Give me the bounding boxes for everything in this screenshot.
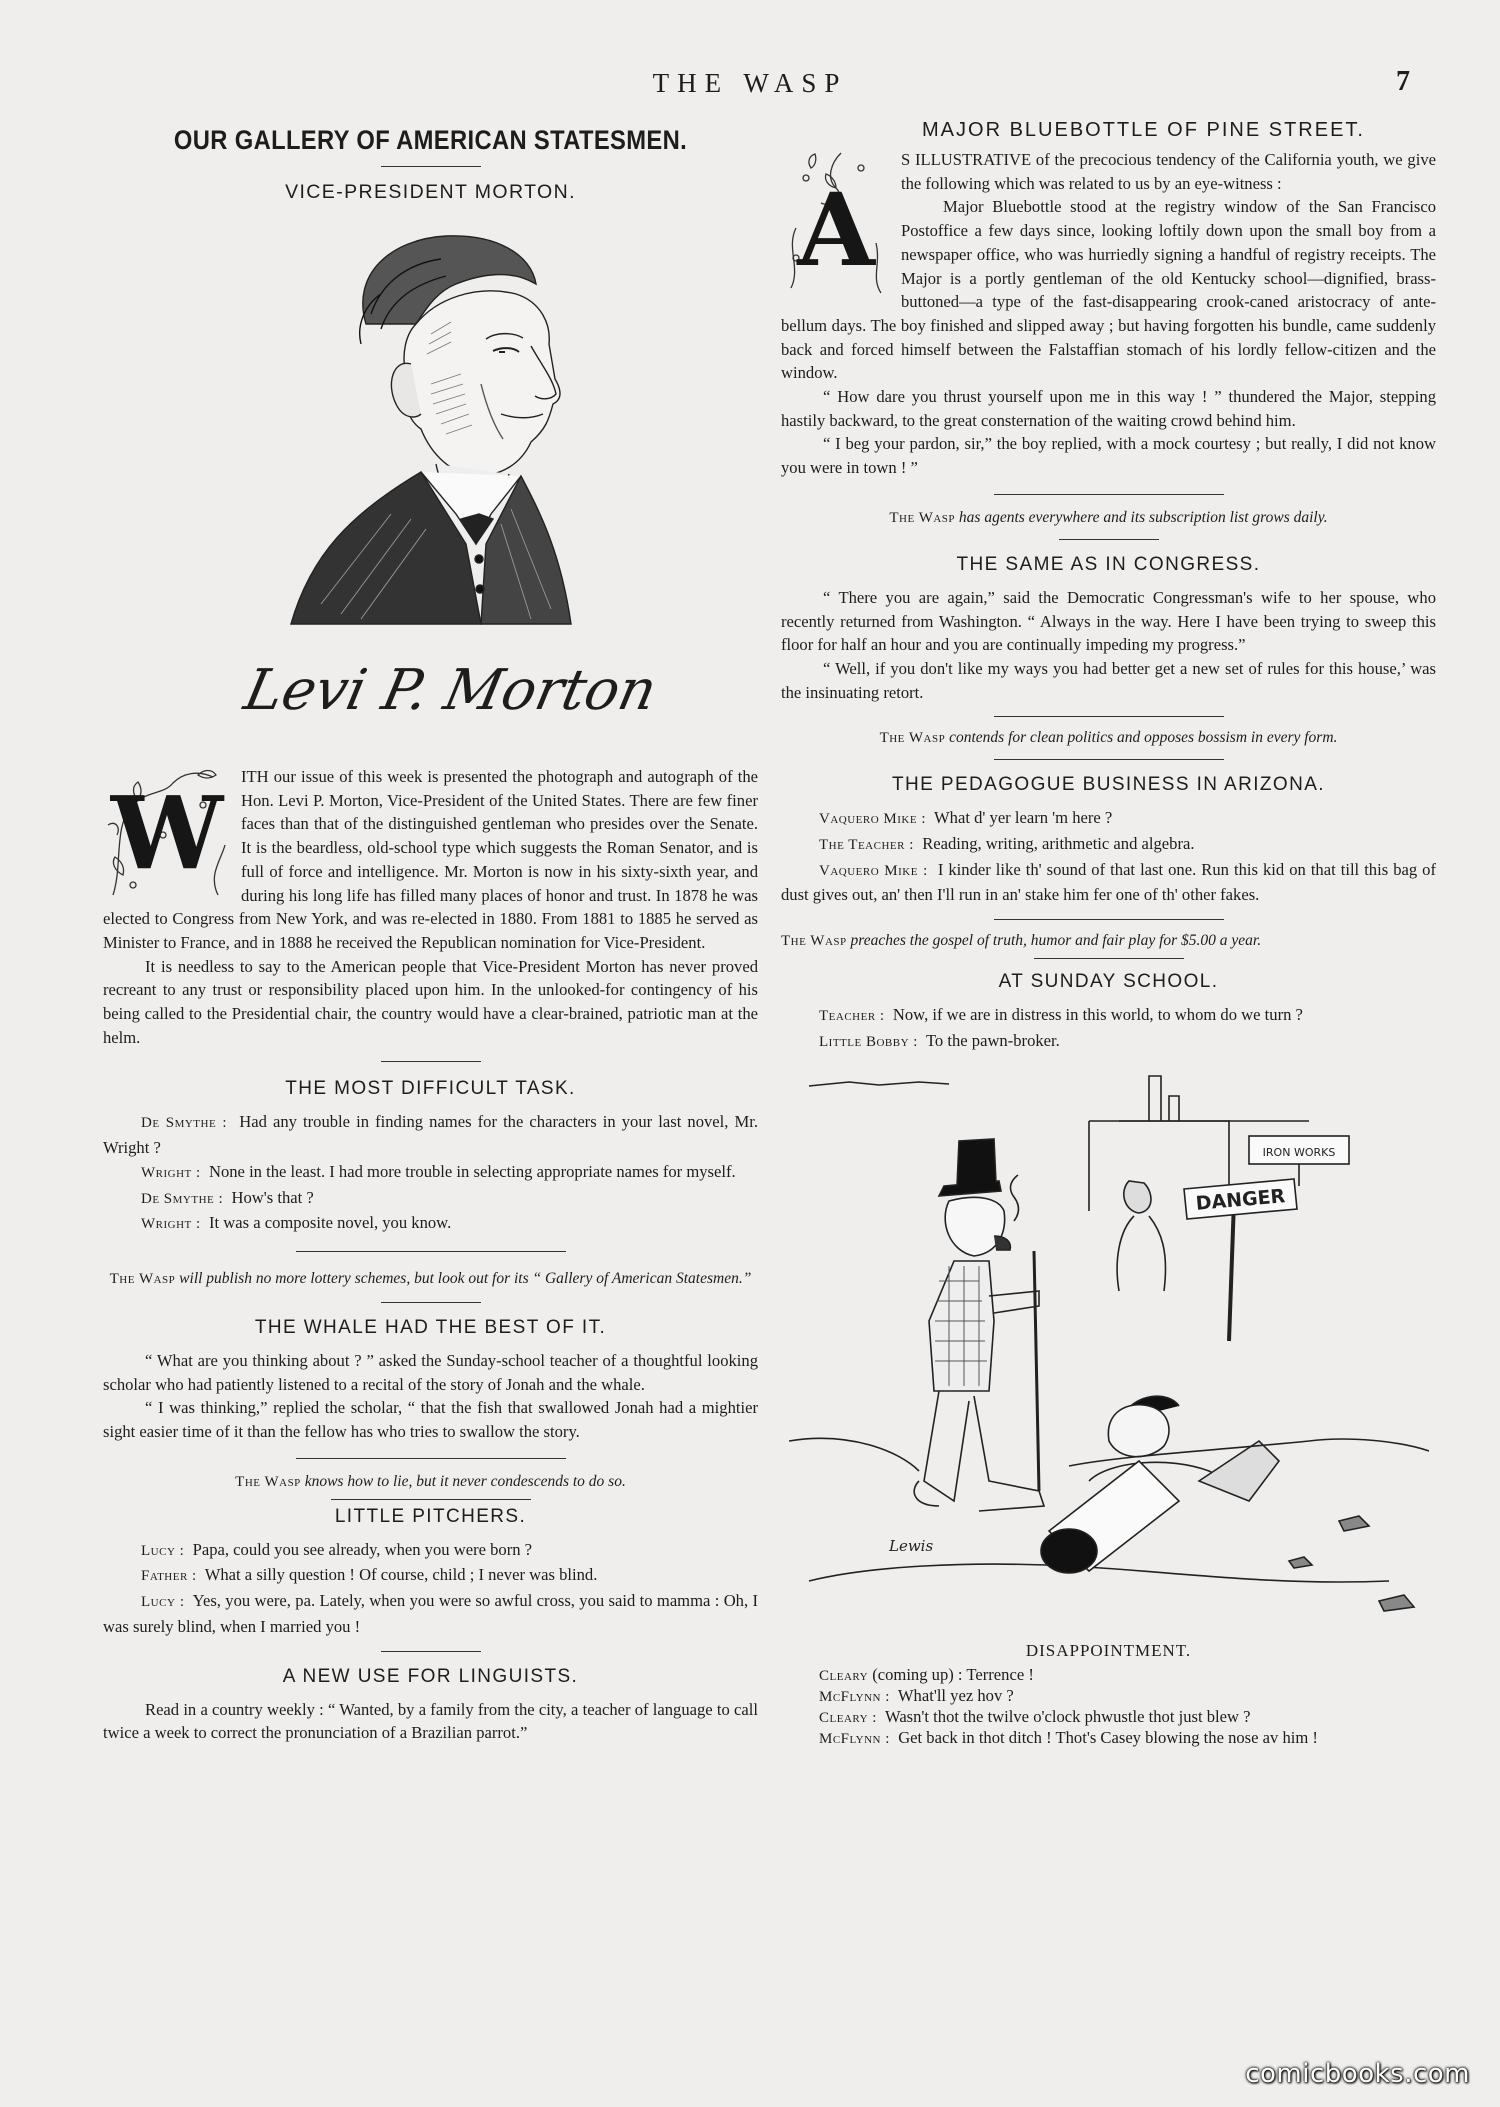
gallery-subtitle: VICE-PRESIDENT MORTON. bbox=[285, 181, 576, 203]
dialogue-line bbox=[781, 832, 1436, 858]
masthead: THE WASP bbox=[652, 68, 848, 98]
promo-text: contends for clean politics and opposes bossism in every form. bbox=[949, 729, 1338, 747]
watermark: comicbooks.com bbox=[1245, 2059, 1470, 2089]
line-text: Get back in thot ditch ! Thot's Casey blowing the nose av him ! bbox=[898, 1727, 1318, 1747]
rule bbox=[381, 1061, 481, 1062]
arizona-title: THE PEDAGOGUE BUSINESS IN ARIZONA. bbox=[892, 774, 1325, 796]
rule bbox=[994, 919, 1224, 920]
bluebottle-paragraph-1: S ILLUSTRATIVE of the precocious tendency of the California youth, we give the following which was related to us by an eye-witness : bbox=[901, 150, 1436, 193]
congress-paragraph-1: “ There you are again,” said the Democratic Congressman's wife to her spouse, who recently returned from Washington. “ Always in the way. Here I have been trying to sweep this floor for half an hour and you are continually impeding my progress.” bbox=[781, 587, 1436, 655]
rule bbox=[994, 494, 1224, 495]
dialogue-line bbox=[781, 858, 1436, 907]
promo-name: The Wasp bbox=[109, 1270, 176, 1287]
speaker: Little Bobby : bbox=[819, 1033, 918, 1050]
line-text: Yes, you were, pa. Lately, when you were so awful cross, you said to mamma : Oh, I was surely blind, when I married you ! bbox=[103, 1591, 759, 1636]
dialogue-line bbox=[103, 1110, 758, 1159]
ornate-drop-cap bbox=[103, 765, 231, 905]
speaker: Wright : bbox=[141, 1164, 201, 1181]
rule bbox=[331, 1499, 531, 1500]
whale-paragraph-2: “ I was thinking,” replied the scholar, “ that the fish that swallowed Jonah had a mightier sight easier time of it than the fellow has who tries to swallow the story. bbox=[103, 1398, 758, 1442]
difficult-task-title: THE MOST DIFFICULT TASK. bbox=[285, 1078, 576, 1100]
rule bbox=[381, 1302, 481, 1303]
promo-name: The Wasp bbox=[781, 933, 847, 950]
morton-portrait bbox=[231, 214, 631, 634]
wasp-promo bbox=[103, 1268, 758, 1290]
sunday-school-dialogue bbox=[781, 1003, 1436, 1054]
line-text: None in the least. I had more trouble in selecting appropriate names for myself. bbox=[208, 1161, 736, 1181]
bluebottle-paragraph-4: “ I beg your pardon, sir,” the boy replied, with a mock courtesy ; but really, I did not know you were in town ! ” bbox=[781, 434, 1436, 478]
line-text: Reading, writing, arithmetic and algebra. bbox=[922, 834, 1195, 854]
morton-paragraph-2: It is needless to say to the American people that Vice-President Morton has never proved recreant to any trust or responsibility placed upon him. In the unlooked-for contingency of his being called to the Presidential chair, the country would have a clear-brained, patriotic man at the helm. bbox=[103, 956, 758, 1047]
disappointment-dialogue bbox=[781, 1665, 1436, 1749]
promo-text: will publish no more lottery schemes, but look out for its “ Gallery of American Statesmen.” bbox=[179, 1269, 752, 1287]
wasp-promo bbox=[781, 727, 1436, 749]
dialogue-line bbox=[103, 1211, 758, 1237]
speaker: Cleary bbox=[819, 1667, 869, 1684]
line-text: Papa, could you see already, when you were born ? bbox=[192, 1539, 533, 1559]
promo-name: The Wasp bbox=[235, 1473, 301, 1490]
danger-sign: DANGER bbox=[1194, 1184, 1286, 1215]
line-text: It was a composite novel, you know. bbox=[208, 1213, 452, 1233]
linguists-paragraph: Read in a country weekly : “ Wanted, by a family from the city, a teacher of language to call twice a week to correct the pronunciation of a Brazilian parrot.” bbox=[103, 1699, 758, 1743]
wasp-promo bbox=[103, 1471, 758, 1493]
promo-text: knows how to lie, but it never condescends to do so. bbox=[304, 1472, 626, 1490]
difficult-task-dialogue bbox=[103, 1110, 758, 1237]
line-text: To the pawn-broker. bbox=[925, 1030, 1060, 1050]
rule bbox=[994, 759, 1224, 760]
line-text: What'll yez hov ? bbox=[897, 1685, 1014, 1705]
dialogue-line bbox=[781, 1728, 1436, 1749]
speaker: Lucy : bbox=[141, 1542, 185, 1559]
line-text: What a silly question ! Of course, child ; I never was blind. bbox=[204, 1565, 598, 1585]
whale-title: THE WHALE HAD THE BEST OF IT. bbox=[254, 1316, 607, 1338]
dialogue-line bbox=[781, 806, 1436, 832]
arizona-dialogue bbox=[781, 806, 1436, 907]
dialogue-line bbox=[781, 1665, 1436, 1686]
line-text: Now, if we are in distress in this world, to whom do we turn ? bbox=[892, 1005, 1303, 1025]
wasp-promo bbox=[781, 930, 1436, 952]
dialogue-line bbox=[781, 1029, 1436, 1055]
rule bbox=[296, 1458, 566, 1459]
dialogue-line bbox=[781, 1686, 1436, 1707]
running-head bbox=[0, 66, 1500, 106]
line-text: What d' yer learn 'm here ? bbox=[934, 808, 1113, 828]
bluebottle-title: MAJOR BLUEBOTTLE OF PINE STREET. bbox=[922, 119, 1365, 141]
speaker: Father : bbox=[141, 1568, 197, 1585]
morton-paragraph-1: ITH our issue of this week is presented the photograph and autograph of the Hon. Levi P. Morton, Vice-President of the United States. There are few finer faces than that of the distinguished gentleman who presides over the Senate. It is the beardless, old-school type which suggests the Roman Senator, and is full of force and intelligence. Mr. Morton is now in his sixty-sixth year, and during his long life has filled many places of honor and trust. In 1878 he was elected to Congress from New York, and was re-elected in 1880. From 1881 to 1885 he served as Minister to France, and in 1888 he received the Republican nomination for Vice-President. bbox=[103, 767, 758, 952]
promo-text: has agents everywhere and its subscription list grows daily. bbox=[958, 508, 1328, 526]
dialogue-line bbox=[103, 1160, 758, 1186]
disappointment-cartoon bbox=[789, 1061, 1429, 1651]
speaker: De Smythe : bbox=[141, 1190, 224, 1207]
sunday-school-title: AT SUNDAY SCHOOL. bbox=[998, 971, 1219, 993]
rule bbox=[381, 166, 481, 167]
signature: Levi P. Morton bbox=[238, 658, 663, 723]
line-text: Wasn't thot the twilve o'clock phwustle thot just blew ? bbox=[884, 1706, 1251, 1726]
little-pitchers-dialogue bbox=[103, 1538, 758, 1639]
speaker: Wright : bbox=[141, 1216, 201, 1233]
wasp-promo bbox=[781, 507, 1436, 529]
rule bbox=[1059, 539, 1159, 540]
rule bbox=[381, 1651, 481, 1652]
speaker: The Teacher : bbox=[819, 837, 914, 854]
line-text: Had any trouble in finding names for the characters in your last novel, Mr. Wright ? bbox=[103, 1112, 759, 1158]
gallery-title: OUR GALLERY OF AMERICAN STATESMEN. bbox=[173, 125, 688, 155]
speaker: McFlynn : bbox=[819, 1730, 890, 1747]
dialogue-line bbox=[103, 1563, 758, 1589]
congress-paragraph-2: “ Well, if you don't like my ways you had better get a new set of rules for this house,’ was the insinuating retort. bbox=[781, 658, 1436, 702]
congress-title: THE SAME AS IN CONGRESS. bbox=[956, 553, 1261, 575]
speaker: Lucy : bbox=[141, 1594, 185, 1611]
line-text: I kinder like th' sound of that last one. Run this kid on that till this bag of dust gives out, an' then I'll run in an' stake him fer one of th' other fakes. bbox=[781, 859, 1437, 905]
drop-cap-letter: A bbox=[797, 171, 875, 289]
little-pitchers-title: LITTLE PITCHERS. bbox=[334, 1505, 527, 1527]
dialogue-line bbox=[781, 1003, 1436, 1029]
iron-works-sign: IRON WORKS bbox=[1262, 1145, 1335, 1159]
promo-name: The Wasp bbox=[889, 509, 956, 526]
line-text: (coming up) : Terrence ! bbox=[872, 1664, 1034, 1684]
right-column bbox=[781, 115, 1436, 1749]
ornate-drop-cap bbox=[781, 148, 891, 298]
promo-name: The Wasp bbox=[879, 730, 946, 747]
speaker: De Smythe : bbox=[141, 1115, 228, 1132]
rule bbox=[296, 1251, 566, 1252]
dialogue-line bbox=[103, 1538, 758, 1564]
speaker: Vaquero Mike : bbox=[819, 811, 926, 828]
left-column bbox=[103, 115, 758, 1745]
speaker: Teacher : bbox=[819, 1008, 885, 1025]
linguists-title: A NEW USE FOR LINGUISTS. bbox=[282, 1665, 579, 1687]
rule bbox=[994, 716, 1224, 717]
morton-article bbox=[103, 765, 758, 1049]
speaker: Vaquero Mike : bbox=[819, 862, 928, 879]
page-number: 7 bbox=[1396, 66, 1410, 97]
dialogue-line bbox=[103, 1186, 758, 1212]
speaker: McFlynn : bbox=[819, 1688, 890, 1705]
speaker: Cleary : bbox=[819, 1709, 877, 1726]
dialogue-line bbox=[103, 1589, 758, 1638]
bluebottle-article bbox=[781, 148, 1436, 480]
promo-text: preaches the gospel of truth, humor and fair play for $5.00 a year. bbox=[850, 932, 1262, 950]
whale-paragraph-1: “ What are you thinking about ? ” asked the Sunday-school teacher of a thoughtful looking scholar who had patiently listened to a recital of the story of Jonah and the whale. bbox=[103, 1350, 758, 1394]
line-text: How's that ? bbox=[231, 1187, 314, 1207]
artist-signature: Lewis bbox=[888, 1536, 933, 1555]
drop-cap-letter: W bbox=[110, 774, 224, 892]
rule bbox=[1034, 958, 1184, 959]
disappointment-title: DISAPPOINTMENT. bbox=[1025, 1640, 1192, 1660]
bluebottle-paragraph-2: Major Bluebottle stood at the registry window of the San Francisco Postoffice a few days since, looking loftily down upon the small boy from a newspaper office, who was hurriedly signing a handful of registry receipts. The Major is a portly gentleman of the old Kentucky school—dignified, brass-buttoned—a type of the fast-disappearing crook-caned aristocracy of ante-bellum days. The boy finished and slipped away ; but having forgotten his bundle, came suddenly back and forced himself between the Falstaffian stomach of his lordly fellow-citizen and the window. bbox=[781, 197, 1436, 383]
bluebottle-paragraph-3: “ How dare you thrust yourself upon me in this way ! ” thundered the Major, stepping hastily backward, to the great consternation of the waiting crowd behind him. bbox=[781, 387, 1436, 430]
dialogue-line bbox=[781, 1707, 1436, 1728]
